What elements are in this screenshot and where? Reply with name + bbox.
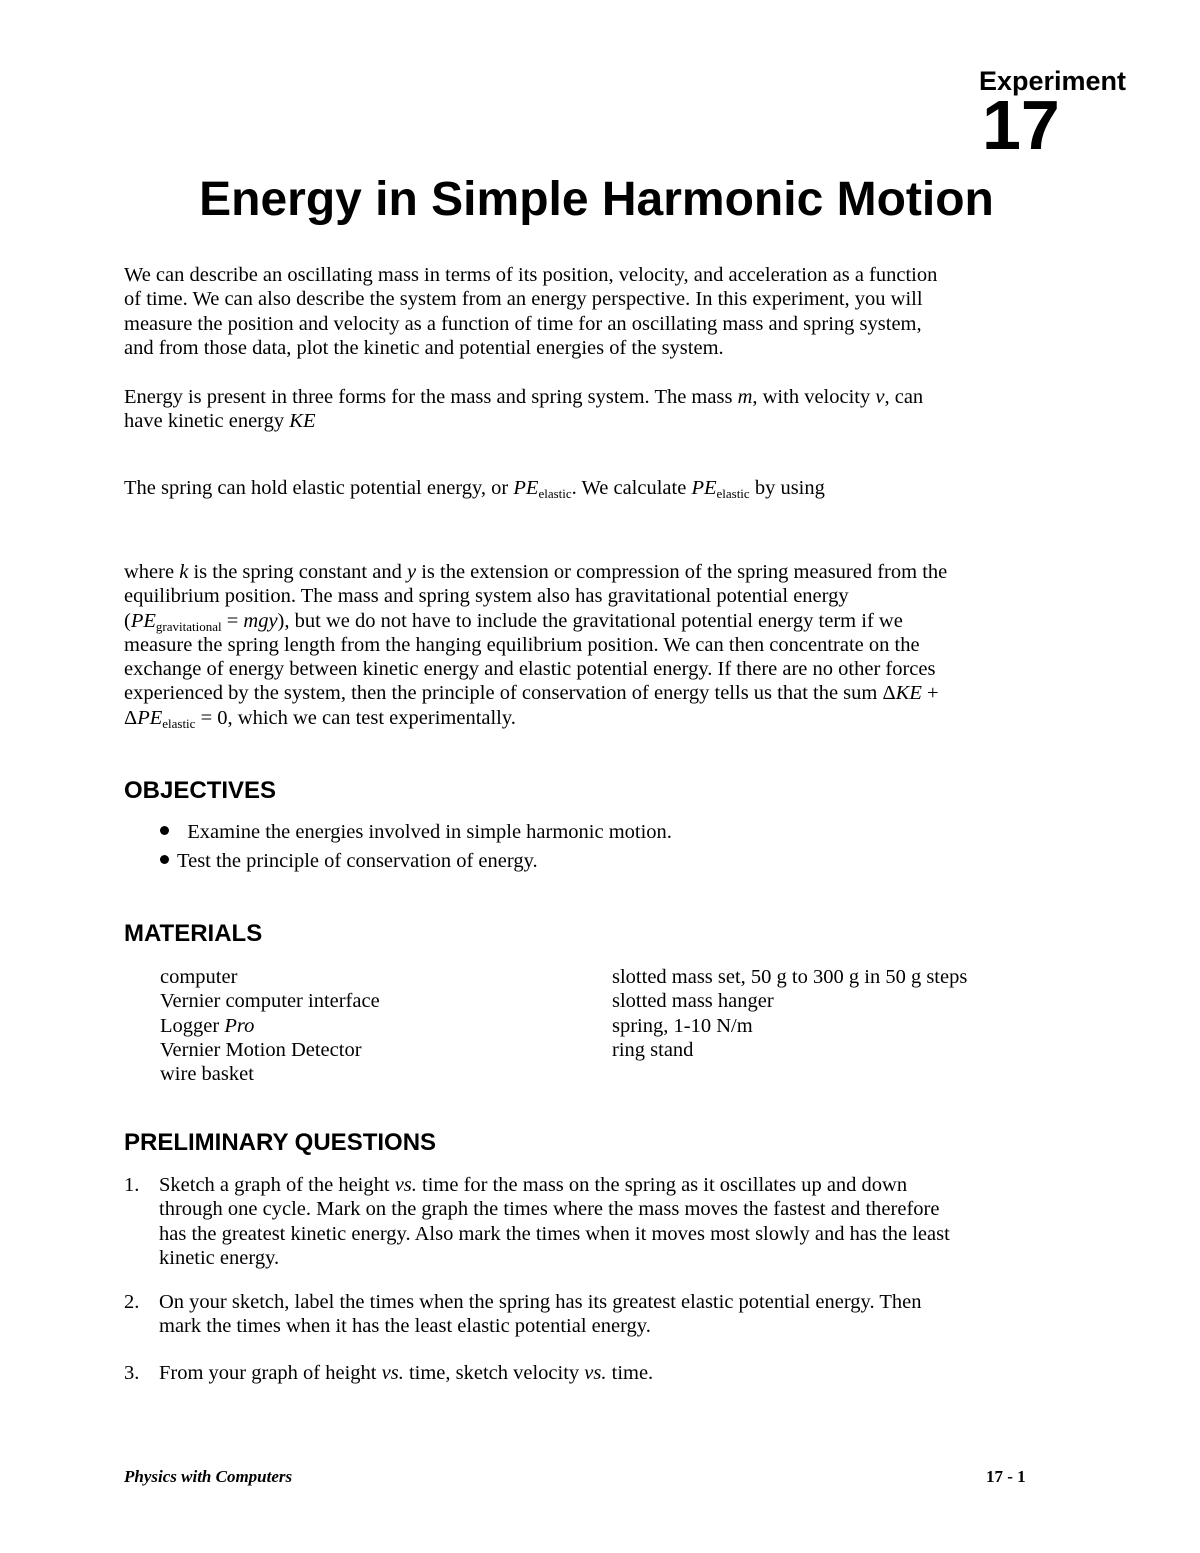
- list-item: Vernier computer interface: [160, 990, 380, 1013]
- intro-paragraph-1: We can describe an oscillating mass in terms of its position, velocity, and acceleration as a function of time. We can also describe the system from an energy perspective. In this experiment, you will measure the position and velocity as a function of time for an oscillating mass and spring system, and from those data, plot the kinetic and potential energies of the system.: [124, 264, 938, 359]
- experiment-number: 17: [982, 86, 1060, 164]
- materials-right-column: [612, 965, 967, 1062]
- list-item: Examine the energies involved in simple harmonic motion.: [160, 818, 672, 847]
- list-item: slotted mass set, 50 g to 300 g in 50 g steps: [612, 966, 968, 988]
- list-item: computer: [160, 966, 238, 988]
- list-item: ring stand: [612, 1038, 694, 1061]
- objectives-heading: OBJECTIVES: [124, 777, 277, 804]
- list-item: Vernier Motion Detector: [160, 1038, 362, 1061]
- question-1: 1. Sketch a graph of the height vs. time for the mass on the spring as it oscillates up and down through one cycle. Mark on the graph the times where the mass moves the fastest and therefore has the greatest kinetic energy. Also mark the times when it moves most slowly and has the least kinetic energy.: [124, 1174, 950, 1269]
- bullet-icon: [160, 826, 169, 835]
- footer-book-title: Physics with Computers: [124, 1467, 293, 1486]
- list-item: spring, 1-10 N/m: [612, 1014, 753, 1037]
- materials-heading: MATERIALS: [124, 920, 263, 947]
- materials-left-column: [160, 965, 380, 1086]
- list-item: Test the principle of conservation of energy.: [160, 847, 672, 876]
- experiment-label: Experiment: [978, 66, 1126, 96]
- intro-paragraph-4: where k is the spring constant and y is the extension or compression of the spring measured from the equilibrium position. The mass and spring system also has gravitational potential energy $(PE_{gravitational} = mgy)$, but we do not have to include the gravitational potential energy term if we measure the spring length from the hanging equilibrium position. We can then concentrate on the exchange of energy between kinetic energy and elastic potential energy. If there are no other forces experienced by the system, then the principle of conservation of energy tells us that the sum ΔKE + $\Delta PE_{elastic} = 0$, which we can test experimentally.: [124, 561, 948, 731]
- bullet-icon: [160, 855, 169, 864]
- intro-paragraph-3: The spring can hold elastic potential energy, or $PE_{elastic}$. We calculate $PE_{elastic}$ by using: [124, 477, 825, 501]
- question-3: 3. From your graph of height vs. time, sketch velocity vs. time.: [124, 1362, 654, 1384]
- list-item: wire basket: [160, 1063, 254, 1086]
- question-2: 2. On your sketch, label the times when the spring has its greatest elastic potential energy. Then mark the times when it has the least elastic potential energy.: [124, 1291, 922, 1338]
- preliminary-heading: PRELIMINARY QUESTIONS: [124, 1129, 437, 1156]
- intro-paragraph-2: Energy is present in three forms for the mass and spring system. The mass m, with velocity v, can have kinetic energy KE: [124, 386, 924, 433]
- list-item: Logger Pro: [160, 1014, 255, 1037]
- footer-page-number: 17 - 1: [986, 1467, 1026, 1486]
- objectives-list: [160, 818, 672, 876]
- list-item: slotted mass hanger: [612, 990, 774, 1013]
- page-title: Energy in Simple Harmonic Motion: [199, 173, 994, 226]
